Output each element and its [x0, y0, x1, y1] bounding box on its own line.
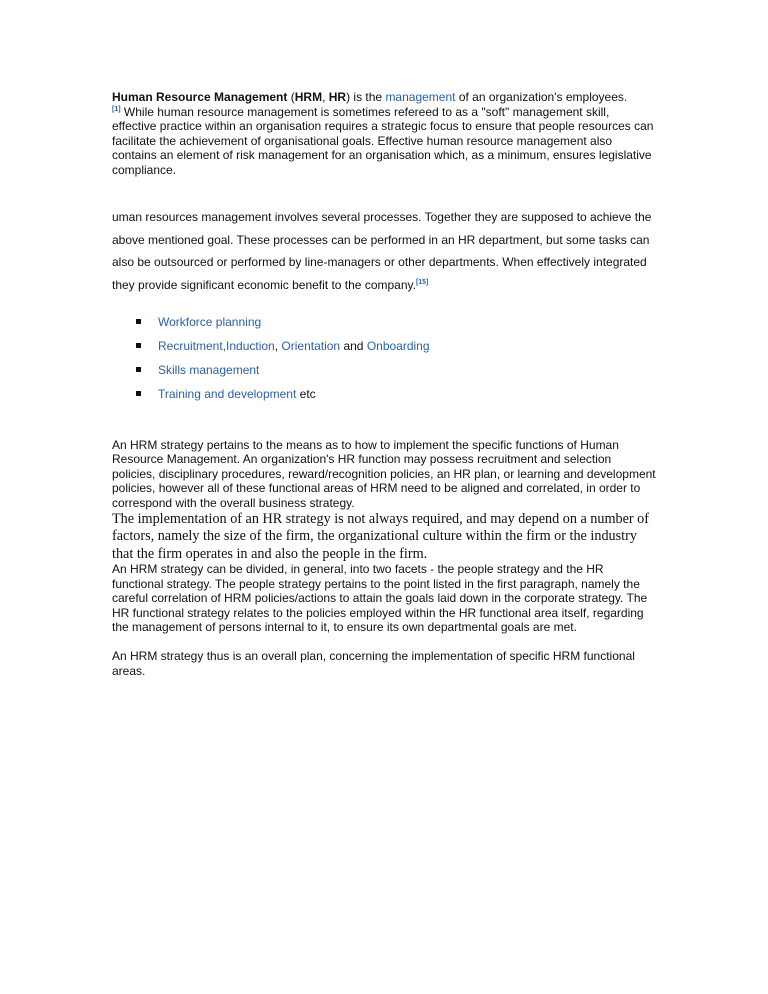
abbr-hr: HR — [328, 90, 347, 104]
reference-15-link[interactable]: [15] — [415, 278, 429, 286]
strategy-paragraph-4: An HRM strategy thus is an overall plan, concerning the implementation of specific HRM functional areas. — [112, 649, 635, 678]
intro-paragraph — [112, 90, 657, 178]
list-separator: , — [222, 339, 227, 353]
orientation-link[interactable]: Orientation — [281, 339, 341, 353]
intro-body: While human resource management is sometimes refereed to as a "soft" management skill, effective practice within an organisation requires a strategic focus to ensure that people resources can facilitate the achievement of organisational goals. Effective human resource management also contains an element of risk management for an organisation which, as a minimum, ensures legislative compliance. — [112, 104, 654, 177]
reference-1-link[interactable]: [1] — [112, 105, 121, 113]
intro-line1-rest: of an organization's employees. — [455, 90, 628, 104]
title-term: Human Resource Management — [112, 90, 288, 104]
strategy-paragraph-1: An HRM strategy pertains to the means as to how to implement the specific functions of Human Resource Management. An organization's HR function may possess recruitment and selection policies, disciplinary procedures, reward/recognition policies, an HR plan, or learning and development policies, however all of these functional areas of HRM need to be aligned and correlated, in order to correspond with the overall business strategy. — [112, 438, 656, 510]
square-bullet-icon — [136, 391, 141, 396]
list-item — [136, 385, 430, 409]
onboarding-link[interactable]: Onboarding — [366, 339, 430, 353]
square-bullet-icon — [136, 319, 141, 324]
list-item — [136, 337, 430, 361]
list-separator: , — [274, 339, 282, 353]
etc-text: etc — [296, 387, 316, 401]
strategy-paragraph-2: The implementation of an HR strategy is not always required, and may depend on a number of factors, namely the size of the firm, the organizational culture within the firm or the industry that the firm operates in and also the people in the firm. — [112, 511, 650, 562]
and-text: and — [340, 339, 367, 353]
recruitment-link[interactable]: Recruitment — [158, 339, 223, 353]
abbr-hrm: HRM — [294, 90, 323, 104]
square-bullet-icon — [136, 343, 141, 348]
list-item — [136, 361, 430, 385]
open-paren: ( — [287, 90, 295, 104]
abbr-comma: , — [322, 90, 329, 104]
hr-process-list — [136, 313, 430, 409]
strategy-paragraph-3: An HRM strategy can be divided, in general, into two facets - the people strategy and the HR functional strategy. The people strategy pertains to the point listed in the first paragraph, namely the careful correlation of HRM policies/actions to attain the goals laid down in the corporate strategy. The HR functional strategy relates to the policies employed within the HR functional area itself, regarding the management of persons internal to it, to ensure its own departmental goals are met. — [112, 562, 648, 635]
processes-text: uman resources management involves several processes. Together they are supposed to achieve the above mentioned goal. These processes can be performed in an HR department, but some tasks can also be outsourced or performed by line-managers or other departments. When effectively integrated they provide significant economic benefit to the company. — [112, 210, 652, 292]
square-bullet-icon — [136, 367, 141, 372]
training-development-link[interactable]: Training and development — [158, 387, 297, 401]
processes-paragraph — [112, 206, 657, 296]
list-item — [136, 313, 430, 337]
workforce-planning-link[interactable]: Workforce planning — [158, 315, 262, 329]
induction-link[interactable]: Induction — [226, 339, 275, 353]
management-link[interactable]: management — [385, 90, 456, 104]
is-the-text: ) is the — [346, 90, 386, 104]
skills-management-link[interactable]: Skills management — [158, 363, 260, 377]
